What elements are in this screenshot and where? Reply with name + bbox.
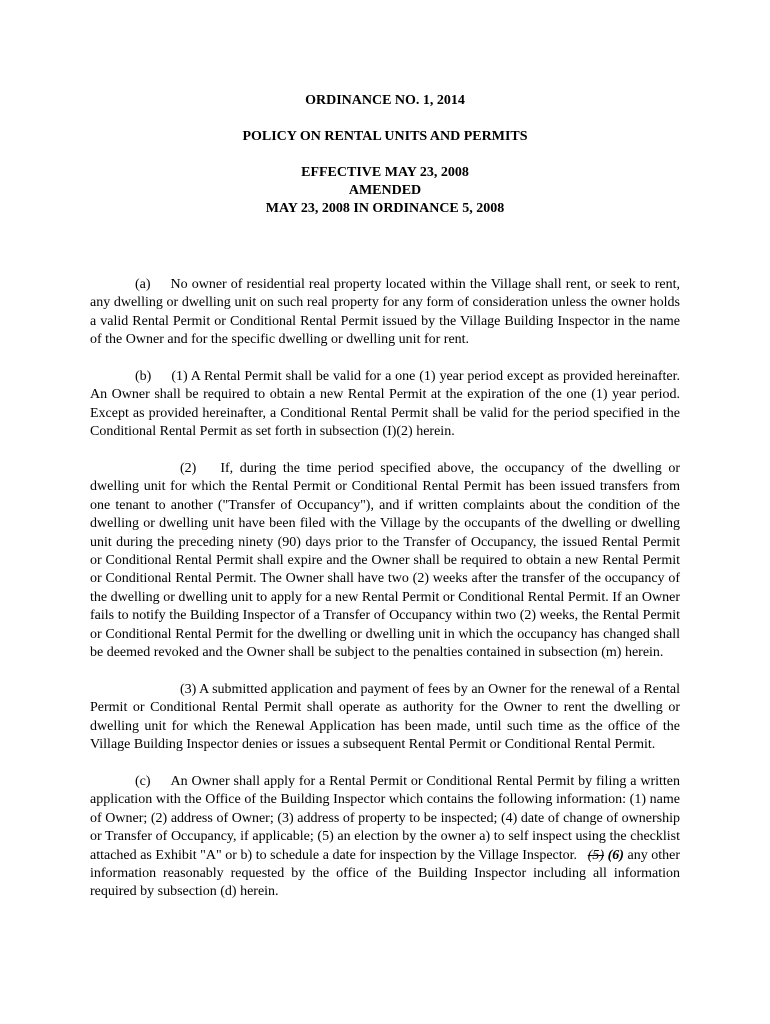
paragraph-b3-text: A submitted application and payment of fees by an Owner for the renewal of a Rental Permit or Conditional Rental Permit shall operate as authority for the Owner to rent the dwelling or dwelling unit for which the Renewal Application has been made, until such time as the office of the Village Building Inspector denies or issues a subsequent Rental Permit or Conditional Rental Permit. — [90, 681, 680, 753]
amended-date: MAY 23, 2008 IN ORDINANCE 5, 2008 — [265, 201, 505, 216]
paragraph-b1-marker: (1) — [171, 369, 188, 385]
paragraph-b2 — [90, 460, 680, 662]
paragraph-c-text-end: any other information reasonably requested by the office of the Building Inspector including all information required by subsection (d) herein. — [90, 847, 681, 900]
document-header — [0, 92, 770, 218]
paragraph-b-marker: (b) — [135, 369, 152, 385]
paragraph-a-text: No owner of residential real property located within the Village shall rent, or seek to rent, any dwelling or dwelling unit on such real property for any form of consideration unless the owner holds a valid Rental Permit or Conditional Rental Permit issued by the Village Building Inspector in the name of the Owner and for the specific dwelling or dwelling unit for rent. — [90, 277, 680, 348]
inserted-number: (6) — [607, 847, 624, 863]
document-body — [90, 276, 680, 920]
paragraph-a — [90, 276, 680, 350]
effective-date: EFFECTIVE MAY 23, 2008 — [301, 165, 469, 180]
paragraph-b2-marker: (2) — [180, 461, 197, 477]
paragraph-c — [90, 773, 680, 902]
paragraph-b3-marker: (3) — [180, 681, 197, 697]
paragraph-b2-text: If, during the time period specified above, the occupancy of the dwelling or dwelling unit for which the Rental Permit or Conditional Rental Permit has been issued transfers from one tenant to another ("Transfer of Occupancy"), and if written complaints about the condition of the dwelling or dwelling unit have been filed with the Village by the occupants of the dwelling or dwelling unit during the preceding ninety (90) days prior to the Transfer of Occupancy, the issued Rental Permit or Conditional Rental Permit shall expire and the Owner shall be required to obtain a new Rental Permit or Conditional Rental Permit. The Owner shall have two (2) weeks after the transfer of the occupancy of the dwelling or dwelling unit to apply for a new Rental Permit or Conditional Rental Permit. If an Owner fails to notify the Building Inspector of a Transfer of Occupancy within two (2) weeks, the Rental Permit or Conditional Rental Permit for the dwelling or dwelling unit in which the occupancy has changed shall be deemed revoked and the Owner shall be subject to the penalties contained in subsection (m) herein. — [90, 461, 680, 661]
paragraph-b1 — [90, 368, 680, 442]
struck-number: (5) — [587, 847, 605, 863]
paragraph-c-text: An Owner shall apply for a Rental Permit or Conditional Rental Permit by filing a written application with the Office of the Building Inspector which contains the following information: (1) name of Owner; (2) address of Owner; (3) address of property to be inspected; (4) date of change of ownership or Transfer of Occupancy, if applicable; (5) an election by the owner a) to self inspect using the checklist attached as Exhibit "A" or b) to schedule a date for inspection by the Village Inspector. — [90, 773, 680, 863]
amended-label: AMENDED — [348, 183, 422, 198]
paragraph-b1-text: A Rental Permit shall be valid for a one (1) year period except as provided hereinafter. An Owner shall be required to obtain a new Rental Permit at the expiration of the one (1) year period. Except as provided hereinafter, a Conditional Rental Permit shall be valid for the period specified in the Conditional Rental Permit as set forth in subsection (I)(2) herein. — [90, 369, 680, 440]
paragraph-c-marker: (c) — [135, 773, 151, 789]
policy-title: POLICY ON RENTAL UNITS AND PERMITS — [242, 129, 528, 144]
ordinance-title: ORDINANCE NO. 1, 2014 — [305, 93, 465, 108]
paragraph-b3 — [90, 681, 680, 755]
paragraph-a-marker: (a) — [135, 277, 151, 292]
